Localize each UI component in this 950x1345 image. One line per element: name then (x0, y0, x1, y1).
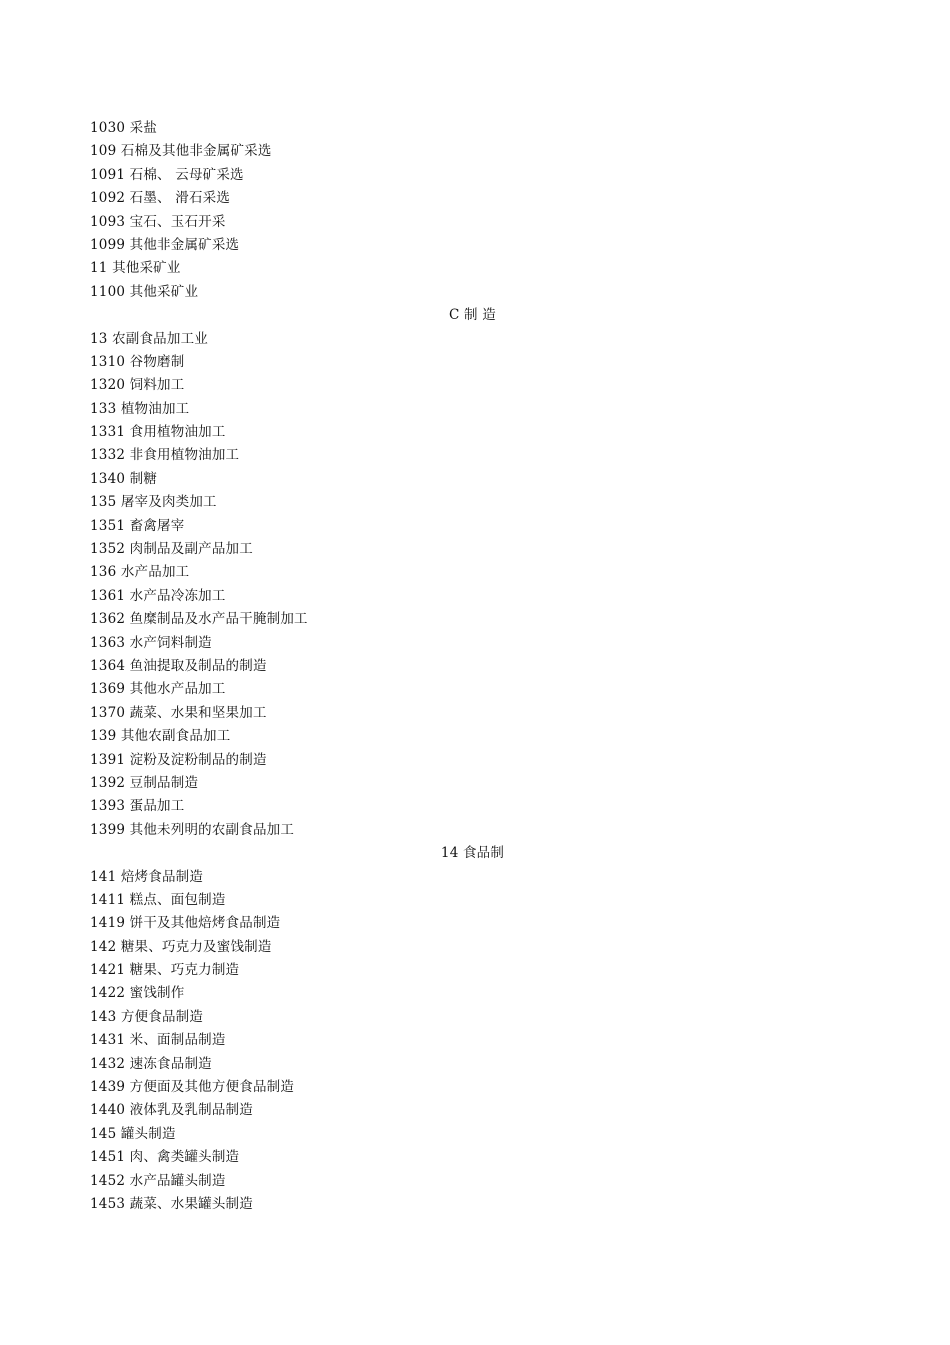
classification-entry: 139 其他农副食品加工 (90, 728, 231, 745)
classification-entry: 141 焙烤食品制造 (90, 868, 204, 885)
classification-entry: 1310 谷物磨制 (90, 353, 185, 370)
classification-entry: 1030 采盐 (90, 120, 158, 136)
classification-entry: 109 石棉及其他非金属矿采选 (90, 143, 272, 160)
classification-entry: 1093 宝石、玉石开采 (90, 213, 226, 230)
classification-entry: 1332 非食用植物油加工 (90, 447, 240, 464)
classification-entry: 1092 石墨、 滑石采选 (90, 190, 231, 207)
section-heading: 14 食品制 (440, 845, 505, 862)
classification-entry: 1363 水产饲料制造 (90, 634, 212, 651)
classification-entry: 1422 蜜饯制作 (90, 985, 185, 1002)
classification-entry: 1320 饲料加工 (90, 377, 185, 394)
classification-entry: 1419 饼干及其他焙烤食品制造 (90, 915, 281, 932)
classification-entry: 133 植物油加工 (90, 400, 190, 417)
classification-entry: 142 糖果、巧克力及蜜饯制造 (90, 938, 272, 955)
classification-entry: 1451 肉、禽类罐头制造 (90, 1149, 240, 1166)
classification-entry: 1099 其他非金属矿采选 (90, 236, 240, 253)
classification-entry: 1091 石棉、 云母矿采选 (90, 166, 244, 183)
classification-entry: 1370 蔬菜、水果和坚果加工 (90, 704, 267, 721)
classification-entry: 1361 水产品冷冻加工 (90, 587, 226, 604)
classification-entry: 1100 其他采矿业 (90, 283, 199, 300)
classification-entry: 143 方便食品制造 (90, 1008, 204, 1025)
classification-entry: 136 水产品加工 (90, 564, 190, 581)
classification-entry: 1421 糖果、巧克力制造 (90, 962, 240, 979)
classification-entry: 1391 淀粉及淀粉制品的制造 (90, 751, 267, 768)
classification-entry: 1369 其他水产品加工 (90, 681, 226, 698)
classification-entry: 1453 蔬菜、水果罐头制造 (90, 1195, 253, 1212)
classification-entry: 1331 食用植物油加工 (90, 424, 226, 441)
classification-entry: 1440 液体乳及乳制品制造 (90, 1102, 253, 1119)
section-heading: C 制 造 (449, 307, 496, 324)
classification-entry: 1340 制糖 (90, 470, 158, 487)
classification-entry: 1432 速冻食品制造 (90, 1055, 212, 1072)
industry-classification-list (90, 117, 870, 1216)
classification-entry: 145 罐头制造 (90, 1125, 176, 1142)
classification-entry: 1392 豆制品制造 (90, 774, 199, 791)
classification-entry: 13 农副食品加工业 (90, 330, 208, 347)
classification-entry: 135 屠宰及肉类加工 (90, 494, 217, 511)
classification-entry: 1393 蛋品加工 (90, 798, 185, 815)
classification-entry: 1364 鱼油提取及制品的制造 (90, 657, 267, 674)
classification-entry: 1411 糕点、面包制造 (90, 891, 226, 908)
classification-entry: 1452 水产品罐头制造 (90, 1172, 226, 1189)
classification-entry: 1352 肉制品及副产品加工 (90, 541, 253, 558)
classification-entry: 1399 其他未列明的农副食品加工 (90, 821, 295, 838)
classification-entry: 1439 方便面及其他方便食品制造 (90, 1079, 295, 1096)
classification-entry: 1351 畜禽屠宰 (90, 517, 185, 534)
classification-entry: 1362 鱼糜制品及水产品干腌制加工 (90, 611, 308, 628)
classification-entry: 1431 米、面制品制造 (90, 1032, 226, 1049)
classification-entry: 11 其他采矿业 (90, 260, 181, 277)
